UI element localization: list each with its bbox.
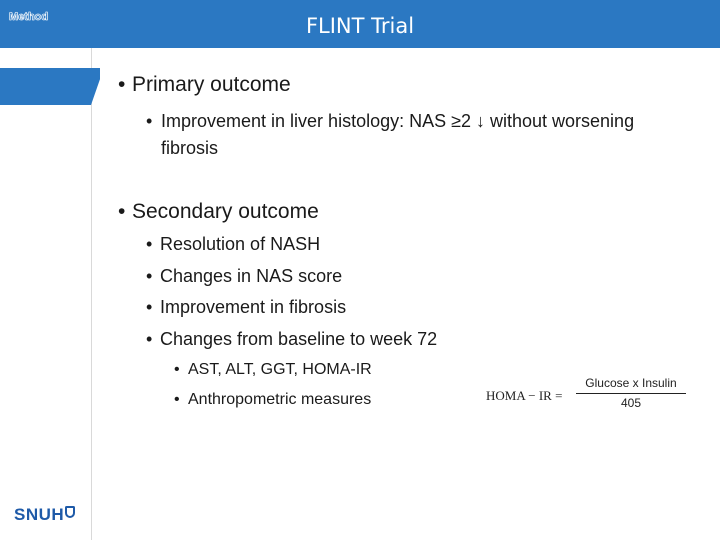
bullet-text: Changes in NAS score: [160, 266, 343, 286]
bullet-secondary-item: [146, 297, 346, 318]
bullet-dot: •: [146, 266, 153, 286]
bullet-text: Anthropometric measures: [188, 391, 372, 408]
bullet-dot: •: [118, 73, 126, 96]
bullet-dot: •: [146, 111, 153, 131]
bullet-text: AST, ALT, GGT, HOMA-IR: [188, 361, 372, 378]
bullet-text: Changes from baseline to week 72: [160, 329, 438, 349]
formula-fraction: [576, 376, 686, 410]
bullet-secondary-outcome: [118, 200, 319, 224]
bullet-text: Primary outcome: [132, 73, 291, 96]
bullet-dot: •: [174, 361, 180, 378]
fraction-bar: [576, 393, 686, 394]
bullet-secondary-item: [146, 266, 342, 287]
bullet-dot: •: [146, 329, 153, 349]
bullet-secondary-subitem: [174, 361, 372, 379]
bullet-text: Improvement in fibrosis: [160, 297, 347, 317]
bullet-primary-outcome: [118, 73, 291, 97]
shield-icon: [65, 506, 75, 518]
bullet-text: Improvement in liver histology: NAS ≥2 ↓ without worsening fibrosis: [161, 111, 635, 158]
logo-text: SNUH: [14, 505, 65, 524]
bullet-secondary-item: [146, 329, 437, 350]
formula-numerator: Glucose x Insulin: [585, 376, 677, 390]
bullet-secondary-item: [146, 234, 320, 255]
bullet-primary-item: [146, 108, 636, 162]
snuh-logo: [14, 505, 75, 525]
bullet-secondary-subitem: [174, 391, 371, 409]
formula-lhs: HOMA − IR =: [486, 388, 563, 403]
bullet-dot: •: [118, 200, 126, 223]
formula-denominator: 405: [620, 396, 642, 410]
bullet-dot: •: [146, 234, 153, 254]
slide-title: FLINT Trial: [305, 14, 415, 38]
bullet-dot: •: [146, 297, 153, 317]
bullet-text: Secondary outcome: [132, 200, 319, 223]
section-label: Method: [9, 11, 49, 23]
bullet-dot: •: [174, 391, 180, 408]
bullet-text: Resolution of NASH: [160, 234, 321, 254]
